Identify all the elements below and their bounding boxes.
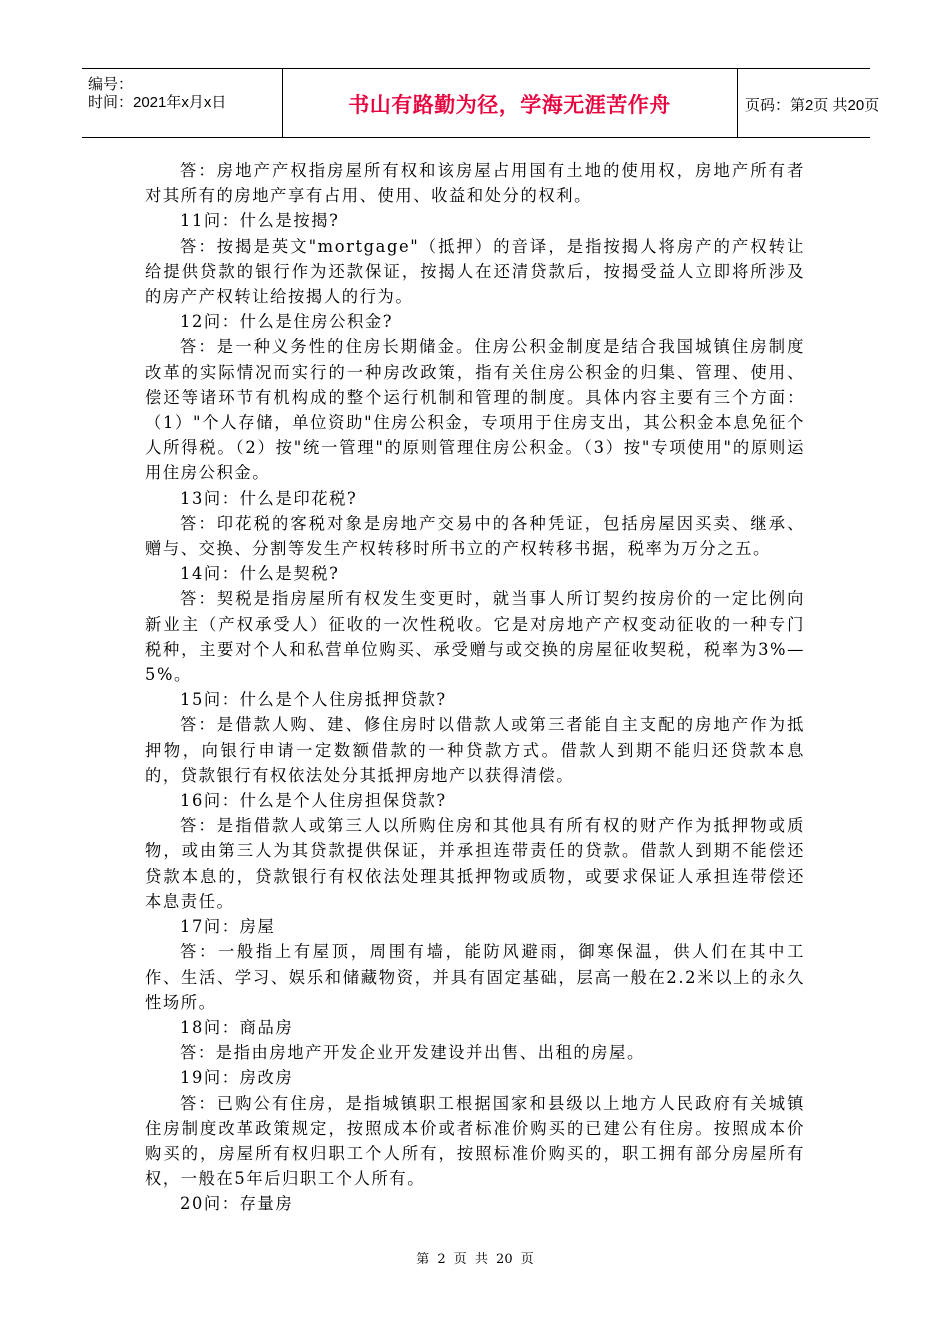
page-footer: 第 2 页 共 20 页 <box>416 1252 534 1267</box>
paragraph: 答：是指由房地产开发企业开发建设并出售、出租的房屋。 <box>180 1043 645 1063</box>
question-line: 16问：什么是个人住房担保贷款? <box>180 791 447 811</box>
paragraph: 答：房地产产权指房屋所有权和该房屋占用国有土地的使用权，房地产所有者对其所有的房地产享有占用、使用、收益和处分的权利。 <box>145 161 805 206</box>
question-line: 15问：什么是个人住房抵押贷款? <box>180 690 447 710</box>
page-info: 页码：第2页 共20页 <box>745 97 880 114</box>
body-text <box>145 158 805 1217</box>
paragraph: 答：契税是指房屋所有权发生变更时，就当事人所订契约按房价的一定比例向新业主（产权承受人）征收的一次性税收。它是对房地产产权变动征收的一种专门税种，主要对个人和私营单位购买、承受赠与或交换的房屋征收契税，税率为3%—5%。 <box>145 589 805 685</box>
paragraph: 答：印花税的客税对象是房地产交易中的各种凭证，包括房屋因买卖、继承、赠与、交换、分割等发生产权转移时所书立的产权转移书据，税率为万分之五。 <box>145 513 805 559</box>
motto-text: 书山有路勤为径，学海无涯苦作舟 <box>348 93 671 117</box>
time-label: 时间：2021年x月x日 <box>88 94 227 111</box>
paragraph: 答：是一种义务性的住房长期储金。住房公积金制度是结合我国城镇住房制度改革的实际情况而实行的一种房改政策，指有关住房公积金的归集、管理、使用、偿还等诸环节有机构成的整个运行机制和管理的制度。具体内容主要有三个方面：（1）"个人存储，单位资助"住房公积金，专项用于住房支出，其公积金本息免征个人所得税。（2）按"统一管理"的原则管理住房公积金。（3）按"专项使用"的原则运用住房公积金。 <box>145 337 805 483</box>
question-line: 19问：房改房 <box>180 1068 294 1088</box>
question-line: 18问：商品房 <box>180 1017 294 1037</box>
header-motto-cell <box>282 69 738 137</box>
paragraph: 答：是借款人购、建、修住房时以借款人或第三者能自主支配的房地产作为抵押物，向银行申请一定数额借款的一种贷款方式。借款人到期不能归还贷款本息的，贷款银行有权依法处分其抵押房地产以获得清偿。 <box>145 715 805 785</box>
header-meta-cell <box>82 69 283 137</box>
question-line: 14问：什么是契税? <box>180 564 340 584</box>
paragraph: 答：已购公有住房，是指城镇职工根据国家和县级以上地方人民政府有关城镇住房制度改革政策规定，按照成本价或者标准价购买的已建公有住房。按照成本价购买的，房屋所有权归职工个人所有，按照标准价购买的，职工拥有部分房屋所有权，一般在5年后归职工个人所有。 <box>145 1093 805 1189</box>
question-line: 17问：房屋 <box>180 917 276 937</box>
number-label: 编号： <box>88 76 134 93</box>
paragraph: 答：按揭是英文"mortgage"（抵押）的音译，是指按揭人将房产的产权转让给提供贷款的银行作为还款保证，按揭人在还清贷款后，按揭受益人立即将所涉及的房产产权转让给按揭人的行为。 <box>145 236 805 307</box>
question-line: 13问：什么是印花税? <box>180 488 358 508</box>
question-line: 20问：存量房 <box>180 1194 294 1214</box>
paragraph: 答：一般指上有屋顶，周围有墙，能防风避雨，御寒保温，供人们在其中工作、生活、学习、娱乐和储藏物资，并具有固定基础，层高一般在2.2米以上的永久性场所。 <box>145 942 805 1012</box>
paragraph: 答：是指借款人或第三人以所购住房和其他具有所有权的财产作为抵押物或质物，或由第三人为其贷款提供保证，并承担连带责任的贷款。借款人到期不能偿还贷款本息的，贷款银行有权依法处理其抵押物或质物，或要求保证人承担连带偿还本息责任。 <box>145 816 805 911</box>
header-page-cell <box>737 69 880 137</box>
question-line: 11问：什么是按揭? <box>180 211 340 231</box>
page-header <box>82 68 880 138</box>
question-line: 12问：什么是住房公积金? <box>180 312 394 332</box>
